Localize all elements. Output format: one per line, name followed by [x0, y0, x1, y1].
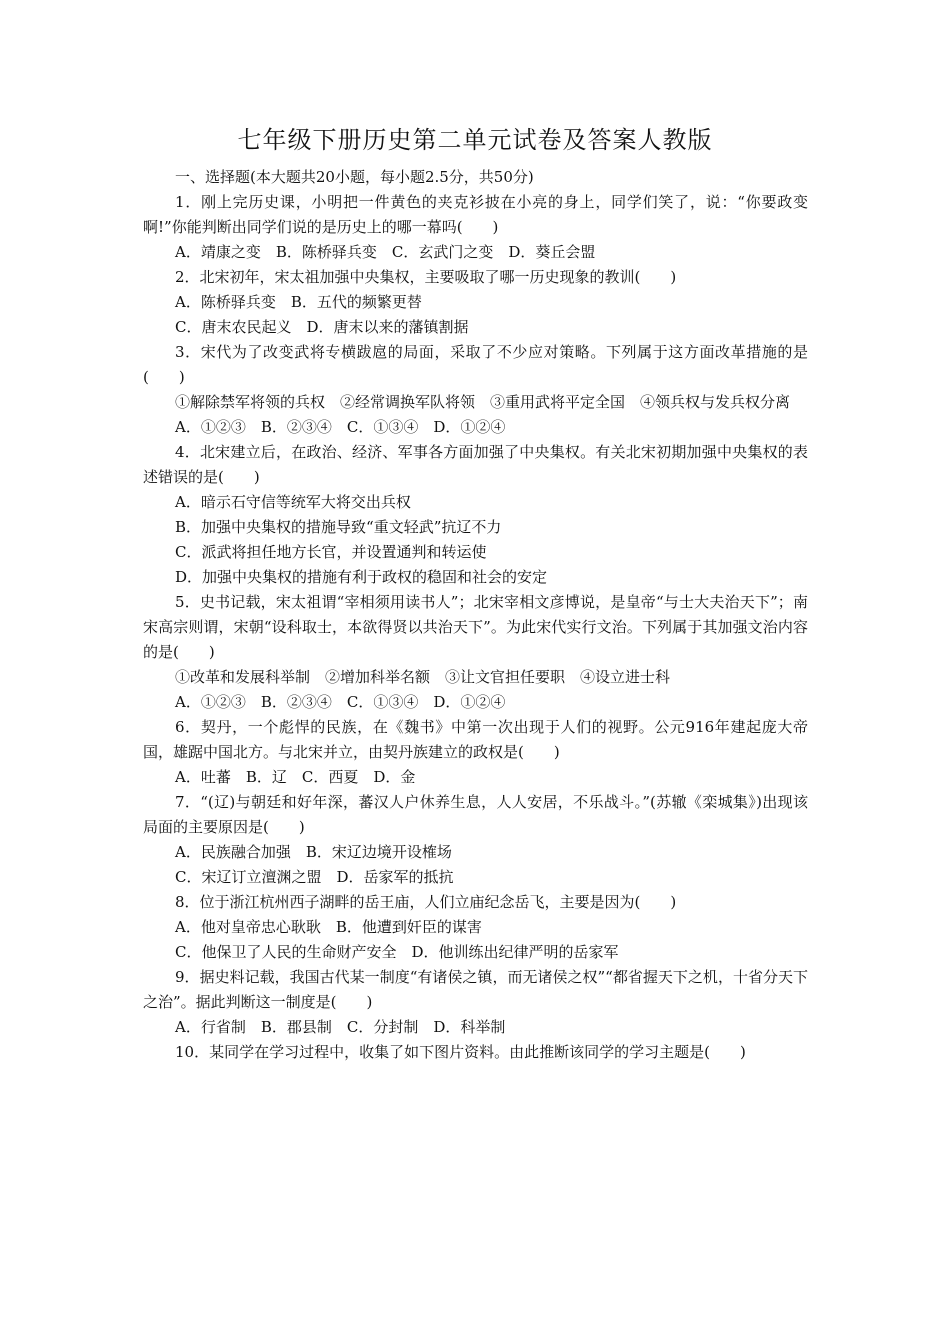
question-9-options: A．行省制 B．郡县制 C．分封制 D．科举制	[175, 1018, 506, 1036]
document-title: 七年级下册历史第二单元试卷及答案人教版	[237, 126, 713, 154]
question-5-statements: ①改革和发展科举制 ②增加科举名额 ③让文官担任要职 ④设立进士科	[175, 668, 671, 686]
question-1: 1．刚上完历史课，小明把一件黄色的夹克衫披在小亮的身上，同学们笑了，说：“你要政变啊!”你能判断出同学们说的是历史上的哪一幕吗( )	[143, 193, 808, 236]
question-2-options-cd: C．唐末农民起义 D．唐末以来的藩镇割据	[175, 318, 469, 336]
question-3-statements: ①解除禁军将领的兵权 ②经常调换军队将领 ③重用武将平定全国 ④领兵权与发兵权分离	[175, 393, 791, 411]
question-3-options: A．①②③ B．②③④ C．①③④ D．①②④	[175, 418, 506, 436]
question-1-options: A．靖康之变 B．陈桥驿兵变 C．玄武门之变 D．葵丘会盟	[175, 243, 596, 261]
question-8: 8．位于浙江杭州西子湖畔的岳王庙，人们立庙纪念岳飞，主要是因为( )	[175, 893, 677, 911]
question-7: 7．“(辽)与朝廷和好年深，蕃汉人户休养生息，人人安居，不乐战斗。”(苏辙《栾城集》)出现该局面的主要原因是( )	[143, 793, 808, 836]
question-4-option-c: C．派武将担任地方长官，并设置通判和转运使	[175, 543, 487, 561]
question-8-options-ab: A．他对皇帝忠心耿耿 B．他遭到奸臣的谋害	[175, 918, 482, 936]
question-9: 9．据史料记载，我国古代某一制度“有诸侯之镇，而无诸侯之权”“都省握天下之机，十省分天下之治”。据此判断这一制度是( )	[143, 968, 808, 1011]
section-heading: 一、选择题(本大题共20小题，每小题2.5分，共50分)	[175, 168, 534, 186]
question-5: 5．史书记载，宋太祖谓“宰相须用读书人”；北宋宰相文彦博说，是皇帝“与士大夫治天下”；南宋高宗则谓，宋朝“设科取士，本欲得贤以共治天下”。为此宋代实行文治。下列属于其加强文治内容的是( )	[143, 593, 808, 661]
question-4-option-a: A．暗示石守信等统军大将交出兵权	[175, 493, 411, 511]
question-2: 2．北宋初年，宋太祖加强中央集权，主要吸取了哪一历史现象的教训( )	[175, 268, 677, 286]
question-6: 6．契丹，一个彪悍的民族，在《魏书》中第一次出现于人们的视野。公元916年建起庞大帝国，雄踞中国北方。与北宋并立，由契丹族建立的政权是( )	[143, 718, 808, 761]
question-2-options-ab: A．陈桥驿兵变 B．五代的频繁更替	[175, 293, 422, 311]
question-3: 3．宋代为了改变武将专横跋扈的局面，采取了不少应对策略。下列属于这方面改革措施的是( )	[143, 343, 808, 386]
question-6-options: A．吐蕃 B．辽 C．西夏 D．金	[175, 768, 416, 786]
question-10: 10．某同学在学习过程中，收集了如下图片资料。由此推断该同学的学习主题是( )	[175, 1043, 746, 1061]
question-8-options-cd: C．他保卫了人民的生命财产安全 D．他训练出纪律严明的岳家军	[175, 943, 619, 961]
question-5-options: A．①②③ B．②③④ C．①③④ D．①②④	[175, 693, 506, 711]
question-7-options-ab: A．民族融合加强 B．宋辽边境开设榷场	[175, 843, 452, 861]
question-4-option-d: D．加强中央集权的措施有利于政权的稳固和社会的安定	[175, 568, 548, 586]
exam-content	[143, 165, 808, 1065]
question-7-options-cd: C．宋辽订立澶渊之盟 D．岳家军的抵抗	[175, 868, 454, 886]
question-4-option-b: B．加强中央集权的措施导致“重文轻武”抗辽不力	[175, 518, 502, 536]
question-4: 4．北宋建立后，在政治、经济、军事各方面加强了中央集权。有关北宋初期加强中央集权的表述错误的是( )	[143, 443, 808, 486]
